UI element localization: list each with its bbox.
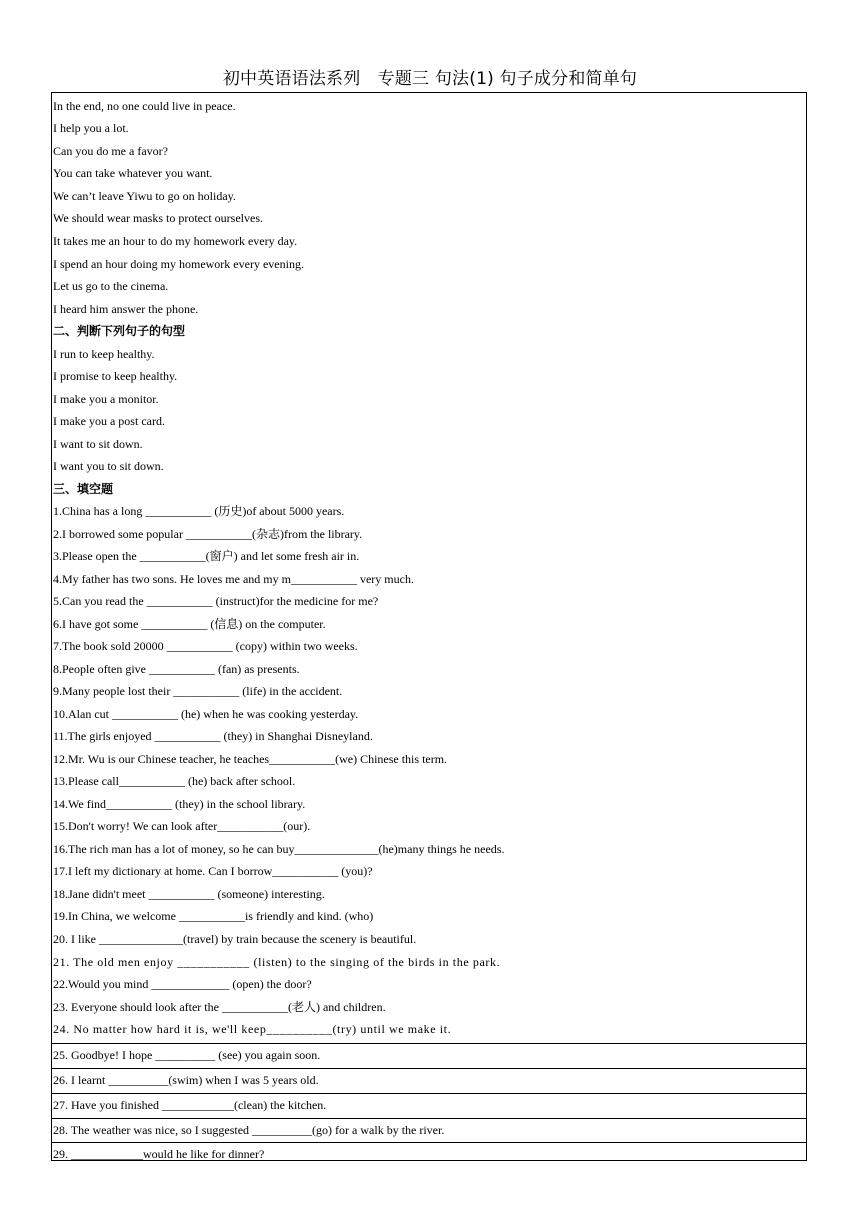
fill-in-item: 23. Everyone should look after the ___________(老人) and children. bbox=[53, 1000, 386, 1014]
fill-in-item: 2.I borrowed some popular ___________(杂志)from the library. bbox=[53, 527, 363, 541]
section1-sentence: Let us go to the cinema. bbox=[53, 279, 169, 293]
page-title: 初中英语语法系列 专题三 句法(1) 句子成分和简单句 bbox=[222, 69, 638, 89]
section1-sentence: Can you do me a favor? bbox=[53, 144, 168, 158]
section1-sentence: You can take whatever you want. bbox=[53, 166, 213, 180]
fill-in-item: 27. Have you finished ____________(clean) the kitchen. bbox=[52, 1093, 807, 1112]
section1-sentence: We can’t leave Yiwu to go on holiday. bbox=[53, 189, 236, 203]
fill-in-item: 6.I have got some ___________ (信息) on the computer. bbox=[53, 617, 326, 631]
fill-in-item: 1.China has a long ___________ (历史)of about 5000 years. bbox=[53, 504, 345, 518]
fill-in-item: 25. Goodbye! I hope __________ (see) you again soon. bbox=[52, 1043, 807, 1062]
section2-sentence: I run to keep healthy. bbox=[53, 347, 155, 361]
fill-in-item: 11.The girls enjoyed ___________ (they) in Shanghai Disneyland. bbox=[53, 729, 373, 743]
section1-sentence: It takes me an hour to do my homework every day. bbox=[53, 234, 298, 248]
fill-in-item: 12.Mr. Wu is our Chinese teacher, he teaches___________(we) Chinese this term. bbox=[53, 752, 448, 766]
fill-in-item: 22.Would you mind _____________ (open) the door? bbox=[53, 977, 312, 991]
section3-heading: 三、填空题 bbox=[53, 482, 114, 496]
fill-in-item: 5.Can you read the ___________ (instruct)for the medicine for me? bbox=[53, 594, 379, 608]
fill-in-item: 20. I like ______________(travel) by train because the scenery is beautiful. bbox=[53, 932, 417, 946]
fill-in-item: 24. No matter how hard it is, we'll keep__________(try) until we make it. bbox=[53, 1022, 452, 1036]
worksheet-frame bbox=[51, 92, 807, 1161]
fill-in-item: 26. I learnt __________(swim) when I was 5 years old. bbox=[52, 1068, 807, 1087]
section1-sentence: In the end, no one could live in peace. bbox=[53, 99, 236, 113]
fill-in-item: 10.Alan cut ___________ (he) when he was cooking yesterday. bbox=[53, 707, 359, 721]
fill-in-item: 21. The old men enjoy ___________ (listen) to the singing of the birds in the park. bbox=[53, 955, 501, 969]
fill-in-item: 28. The weather was nice, so I suggested __________(go) for a walk by the river. bbox=[52, 1118, 807, 1137]
fill-in-item: 17.I left my dictionary at home. Can I borrow___________ (you)? bbox=[53, 864, 373, 878]
section1-sentence: We should wear masks to protect ourselves. bbox=[53, 211, 263, 225]
fill-in-item: 16.The rich man has a lot of money, so he can buy______________(he)many things he needs. bbox=[53, 842, 505, 856]
fill-in-item: 29. ____________would he like for dinner? bbox=[52, 1142, 807, 1161]
section2-heading: 二、判断下列句子的句型 bbox=[53, 324, 186, 338]
section2-sentence: I promise to keep healthy. bbox=[53, 369, 178, 383]
section2-sentence: I make you a monitor. bbox=[53, 392, 159, 406]
section2-sentence: I want to sit down. bbox=[53, 437, 143, 451]
fill-in-item: 18.Jane didn't meet ___________ (someone) interesting. bbox=[53, 887, 325, 901]
fill-in-item: 7.The book sold 20000 ___________ (copy) within two weeks. bbox=[53, 639, 358, 653]
section1-sentence: I spend an hour doing my homework every evening. bbox=[53, 257, 304, 271]
fill-in-item: 8.People often give ___________ (fan) as presents. bbox=[53, 662, 300, 676]
section1-sentence: I help you a lot. bbox=[53, 121, 129, 135]
fill-in-item: 19.In China, we welcome ___________is friendly and kind. (who) bbox=[53, 909, 374, 923]
fill-in-item: 4.My father has two sons. He loves me and my m___________ very much. bbox=[53, 572, 414, 586]
section2-sentence: I make you a post card. bbox=[53, 414, 165, 428]
section1-sentence: I heard him answer the phone. bbox=[53, 302, 199, 316]
fill-in-item: 14.We find___________ (they) in the school library. bbox=[53, 797, 306, 811]
fill-in-item: 3.Please open the ___________(窗户) and let some fresh air in. bbox=[53, 549, 360, 563]
section2-sentence: I want you to sit down. bbox=[53, 459, 164, 473]
fill-in-item: 15.Don't worry! We can look after___________(our). bbox=[53, 819, 311, 833]
fill-in-item: 13.Please call___________ (he) back after school. bbox=[53, 774, 296, 788]
fill-in-item: 9.Many people lost their ___________ (life) in the accident. bbox=[53, 684, 343, 698]
